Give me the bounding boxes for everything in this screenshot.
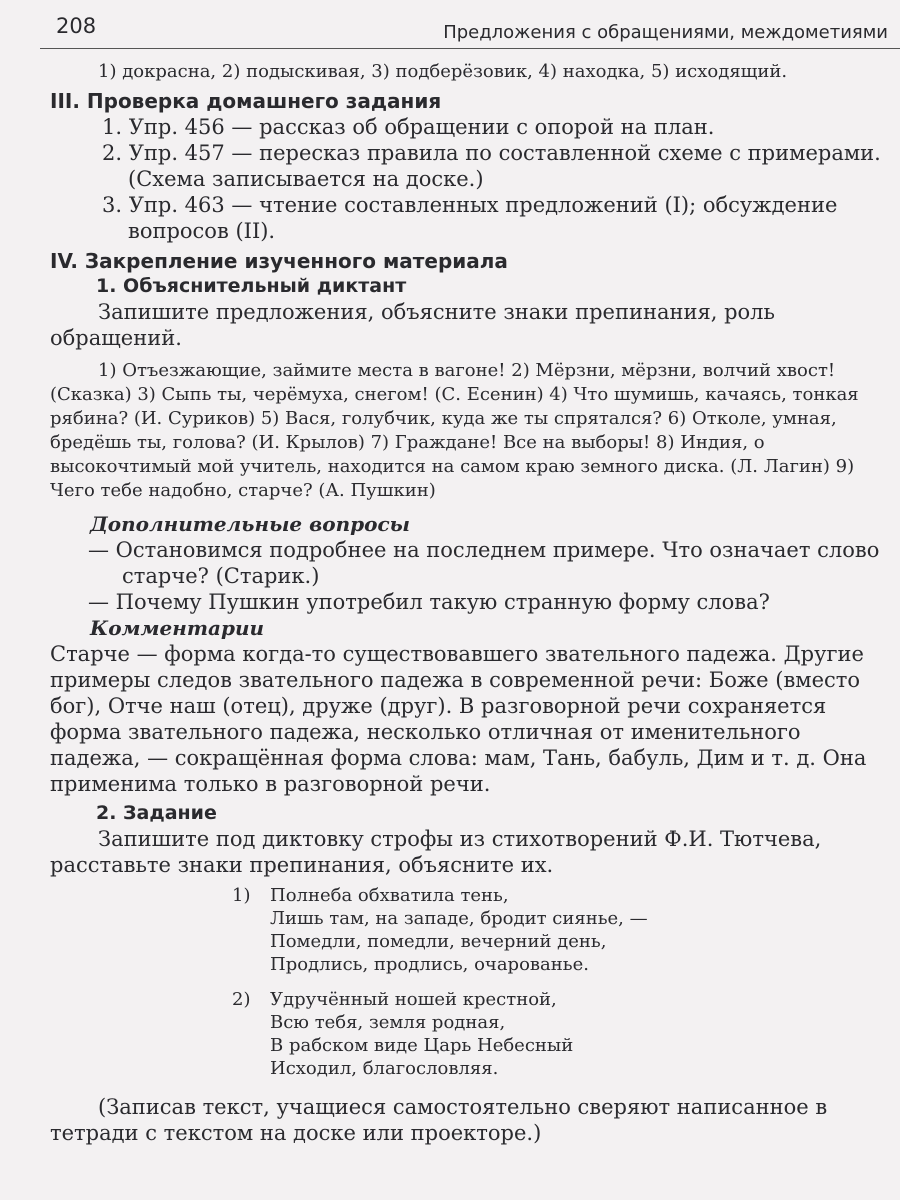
task-text: Запишите под диктовку строфы из стихотворений Ф.И. Тютчева, расставьте знаки препинания, объясните их.	[50, 827, 822, 877]
poem-line: Помедли, помедли, вечерний день,	[270, 931, 607, 952]
poem-line: В рабском виде Царь Небесный	[270, 1035, 574, 1056]
section-4-heading: IV. Закрепление изученного материала	[50, 249, 508, 273]
poem-stanza	[232, 988, 885, 1080]
running-title: Предложения с обращениями, междометиями	[443, 22, 888, 43]
poem-line: Удручённый ношей крестной,	[270, 989, 557, 1010]
answers-line: 1) докрасна, 2) подыскивая, 3) подберёзовик, 4) находка, 5) исходящий.	[98, 61, 788, 82]
dictation-text: 1) Отъезжающие, займите места в вагоне! 2) Мёрзни, мёрзни, волчий хвост! (Сказка) 3) Сыпь ты, черёмуха, снегом! (С. Есенин) 4) Что шумишь, качаясь, тонкая рябина? (И. Суриков) 5) Вася, голубчик, куда же ты спрятался? 6) Отколе, умная, бредёшь ты, голова? (И. Крылов) 7) Граждане! Все на выборы! 8) Индия, о высокочтимый мой учитель, находится на самом краю земного диска. (Л. Лагин) 9) Чего тебе надобно, старче? (А. Пушкин)	[50, 360, 859, 501]
section-3-heading: III. Проверка домашнего задания	[50, 89, 442, 113]
dictation-task: Запишите предложения, объясните знаки препинания, роль обращений.	[50, 300, 775, 350]
homework-item: 3. Упр. 463 — чтение составленных предложений (I); обсуждение вопросов (II).	[102, 193, 838, 243]
task-heading: 2. Задание	[96, 802, 217, 824]
header-rule	[40, 48, 900, 49]
poem-line: Всю тебя, земля родная,	[270, 1012, 506, 1033]
page-number: 208	[56, 14, 97, 38]
comments-heading: Комментарии	[90, 616, 265, 640]
closing-note: (Записав текст, учащиеся самостоятельно сверяют написанное в тетради с текстом на доске или проекторе.)	[50, 1095, 828, 1145]
poem-number: 1)	[232, 885, 251, 906]
poem-stanza	[232, 884, 885, 976]
poem-line: Продлись, продлись, очарованье.	[270, 954, 589, 975]
page-body	[50, 60, 885, 1146]
homework-item: 2. Упр. 457 — пересказ правила по составленной схеме с примерами. (Схема записывается на доске.)	[102, 141, 881, 191]
poem-line: Полнеба обхватила тень,	[270, 885, 509, 906]
page-header	[0, 0, 900, 52]
comment-text: Старче — форма когда-то существовавшего звательного падежа. Другие примеры следов звательного падежа в современной речи: Боже (вместо бог), Отче наш (отец), друже (друг). В разговорной речи сохраняется форма звательного падежа, несколько отличная от именительного падежа, — сокращённая форма слова: мам, Тань, бабуль, Дим и т. д. Она применима только в разговорной речи.	[50, 642, 867, 796]
poem-line: Лишь там, на западе, бродит сиянье, —	[270, 908, 648, 929]
poem-line: Исходил, благословляя.	[270, 1058, 499, 1079]
homework-item: 1. Упр. 456 — рассказ об обращении с опорой на план.	[102, 115, 715, 139]
extra-questions-heading: Дополнительные вопросы	[90, 512, 410, 536]
extra-question: — Остановимся подробнее на последнем примере. Что означает слово старче? (Старик.)	[88, 538, 880, 588]
poem-number: 2)	[232, 989, 251, 1010]
extra-question: — Почему Пушкин употребил такую странную форму слова?	[88, 590, 770, 614]
dictation-heading: 1. Объяснительный диктант	[96, 275, 407, 297]
homework-list	[50, 114, 885, 244]
